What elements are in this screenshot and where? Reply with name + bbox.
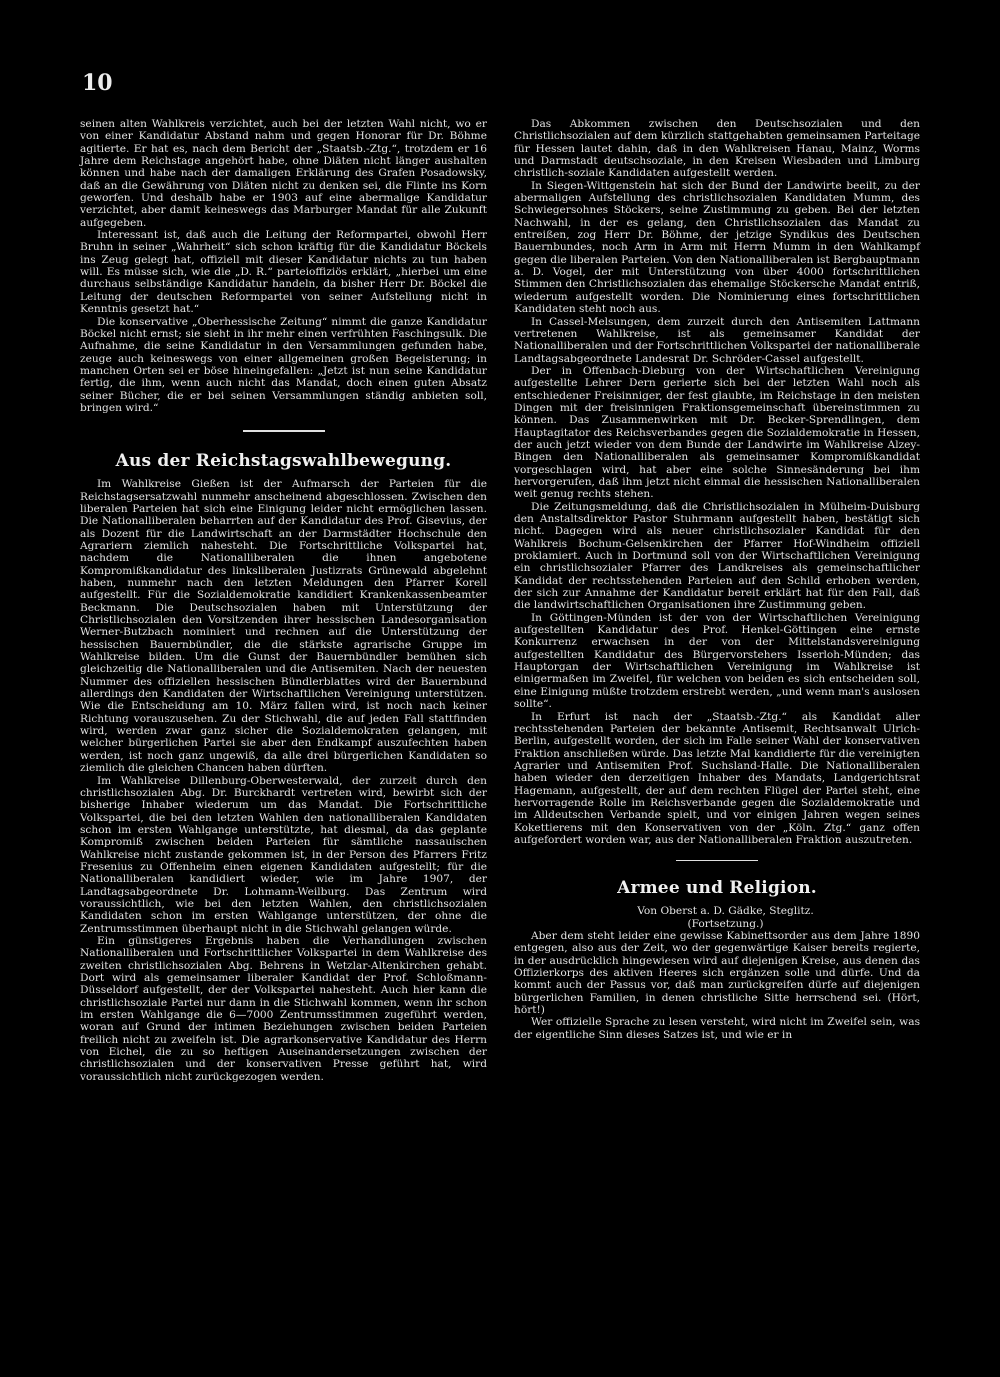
section-heading: Armee und Religion. (617, 878, 817, 899)
article-paragraph: Die konservative „Oberhessische Zeitung“ nimmt die ganze Kandidatur Böckel nicht ernst; sie sieht in ihr mehr einen verfrühten Faschingsulk. Die Aufnahme, die seine Kandidatur in den Versammlungen gefunden habe, zeuge auch keineswegs von einer allgemeinen großen Begeisterung; in manchen Orten sei er böse hineingefallen: „Jetzt ist nun seine Kandidatur fertig, die ihm, wenn auch nicht das Mandat, doch einen guten Absatz seiner Bücher, die er bei seinen Versammlungen ständig anbieten soll, bringen wird.“ (80, 315, 487, 414)
article-paragraph: seinen alten Wahlkreis verzichtet, auch bei der letzten Wahl nicht, wo er von einer Kandidatur Abstand nahm und gegen Honorar für Dr. Böhme agitierte. Er hat es, nach dem Bericht der „Staatsb.-Ztg.“, trotzdem er 16 Jahre dem Reichstage angehört habe, ohne Diäten nicht länger aushalten können und habe nach der damaligen Erklärung des Grafen Posadowsky, daß an die Gewährung von Diäten nicht zu denken sei, die Flinte ins Korn geworfen. Und deshalb habe er 1903 auf eine abermalige Kandidatur verzichtet, aber damit keineswegs das Marburger Mandat für alle Zukunft aufgegeben. (80, 118, 487, 229)
article-paragraph: Interessant ist, daß auch die Leitung der Reformpartei, obwohl Herr Bruhn in seiner „Wahrheit“ sich schon kräftig für die Kandidatur Böckels ins Zeug gelegt hat, offiziell mit dieser Kandidatur nichts zu tun haben will. Es müsse sich, wie die „D. R.“ parteioffiziös erklärt, „hierbei um eine durchaus selbständige Kandidatur handeln, da bisher Herr Dr. Böckel die Leitung der deutschen Reformpartei von seiner Aufstellung nicht in Kenntnis gesetzt hat.“ (80, 229, 487, 316)
article-paragraph: In Cassel-Melsungen, dem zurzeit durch den Antisemiten Lattmann vertretenen Wahlkreise, ist als gemeinsamer Kandidat der Nationalliberalen und der Fortschrittlichen Volkspartei der nationalliberale Landtagsabgeordnete Landesrat Dr. Schröder-Cassel aufgestellt. (514, 315, 920, 365)
article-paragraph: In Erfurt ist nach der „Staatsb.-Ztg.“ als Kandidat aller rechtsstehenden Parteien der bekannte Antisemit, Rechtsanwalt Ulrich-Berlin, aufgestellt worden, der sich im Falle seiner Wahl der konservativen Fraktion anschließen würde. Das letzte Mal kandidierte für die vereinigten Agrarier und Antisemiten Prof. Suchsland-Halle. Die Nationalliberalen haben wieder den derzeitigen Inhaber des Mandats, Landgerichtsrat Hagemann, aufgestellt, der auf dem rechten Flügel der Partei steht, eine hervorragende Rolle im Reichsverbande gegen die Sozialdemokratie und im Alldeutschen Verbande spielt, und vor einigen Jahren wegen seines Kokettierens mit den Konservativen von der „Köln. Ztg.“ ganz offen aufgefordert worden war, aus der Nationalliberalen Fraktion auszutreten. (514, 710, 920, 846)
article-byline: Von Oberst a. D. Gädke, Steglitz. (637, 905, 814, 918)
article-paragraph: Aber dem steht leider eine gewisse Kabinettsorder aus dem Jahre 1890 entgegen, also aus der Zeit, wo der gegenwärtige Kaiser bereits regierte, in der ausdrücklich hingewiesen wird auf diejenigen Kreise, aus denen das Offizierkorps des aktiven Heeres sich ergänzen solle und dürfe. Und da kommt auch der Passus vor, daß man zurückgreifen dürfe auf diejenigen bürgerlichen Familien, in denen christliche Sitte herrschend sei. (Hört, hört!) (514, 929, 920, 1017)
page-number: 10 (82, 70, 113, 96)
article-paragraph: Im Wahlkreise Gießen ist der Aufmarsch der Parteien für die Reichstagsersatzwahl nunmehr anscheinend abgeschlossen. Zwischen den liberalen Parteien hat sich eine Einigung leider nicht ermöglichen lassen. Die Nationalliberalen beharrten auf der Kandidatur des Prof. Gisevius, der als Dozent für die Landwirtschaft an der Darmstädter Hochschule den Agrariern ziemlich nahesteht. Die Fortschrittliche Volkspartei hat, nachdem die Nationalliberalen die ihnen angebotene Kompromißkandidatur des linksliberalen Justizrats Grünewald abgelehnt haben, nunmehr nach den letzten Meldungen den Pfarrer Korell aufgestellt. Für die Sozialdemokratie kandidiert Krankenkassenbeamter Beckmann. Die Deutschsozialen haben mit Unterstützung der Christlichsozialen den Vorsitzenden ihrer hessischen Landesorganisation Werner-Butzbach nominiert und rechnen auf die Unterstützung der hessischen Bauernbündler, die die stärkste agrarische Gruppe im Wahlkreise bilden. Um die Gunst der Bauernbündler bemühen sich gleichzeitig die Nationalliberalen und die Antisemiten. Nach der neuesten Nummer des offiziellen hessischen Bündlerblattes wird der Bauernbund allerdings den Kandidaten der Wirtschaftlichen Vereinigung unterstützen. Wie die Entscheidung am 10. März fallen wird, ist noch nach keiner Richtung vorauszusehen. Zu der Stichwahl, die auf jeden Fall stattfinden wird, werden zwar ganz sicher die Sozialdemokraten gelangen, mit welcher bürgerlichen Partei sie aber den Endkampf auszufechten haben werden, ist noch ganz ungewiß, da alle drei bürgerlichen Kandidaten so ziemlich die gleichen Chancen haben dürften. (80, 478, 487, 775)
left-column (80, 118, 487, 1083)
right-column (514, 118, 920, 1041)
continuation-note: (Fortsetzung.) (687, 917, 764, 930)
section-heading: Aus der Reichstagswahlbewegung. (115, 451, 452, 472)
article-paragraph: Wer offizielle Sprache zu lesen versteht, wird nicht im Zweifel sein, was der eigentliche Sinn dieses Satzes ist, und wie er in (514, 1016, 920, 1041)
section-divider (243, 430, 325, 432)
article-paragraph: In Siegen-Wittgenstein hat sich der Bund der Landwirte beeilt, zu der abermaligen Aufstellung des christlichsozialen Kandidaten Mumm, des Schwiegersohnes Stöckers, seine Zustimmung zu geben. Bei der letzten Nachwahl, in der es gelang, den Christlichsozialen das Mandat zu entreißen, zog Herr Dr. Böhme, der jetzige Syndikus des Deutschen Bauernbundes, noch Arm in Arm mit Herrn Mumm in den Wahlkampf gegen die liberalen Parteien. Von den Nationalliberalen ist Bergbauptmann a. D. Vogel, der mit Unterstützung von über 4000 fortschrittlichen Stimmen den Christlichsozialen das ehemalige Stöckersche Mandat entriß, wiederum aufgestellt worden. Die Nominierung eines fortschrittlichen Kandidaten steht noch aus. (514, 179, 920, 316)
article-paragraph: In Göttingen-Münden ist der von der Wirtschaftlichen Vereinigung aufgestellten Kandidatur des Prof. Henkel-Göttingen eine ernste Konkurrenz erwachsen in der von der Mittelstandsvereinigung aufgestellten Kandidatur des Bürgervorstehers Isserloh-Münden; das Hauptorgan der Wirtschaftlichen Vereinigung im Wahlkreise ist einigermaßen im Zweifel, für welchen von beiden es sich entscheiden soll, eine Einigung müßte trotzdem erstrebt werden, „und wenn man's auslosen sollte“. (514, 611, 920, 711)
article-paragraph: Im Wahlkreise Dillenburg-Oberwesterwald, der zurzeit durch den christlichsozialen Abg. Dr. Burckhardt vertreten wird, bewirbt sich der bisherige Inhaber wiederum um das Mandat. Die Fortschrittliche Volkspartei, die bei den letzten Wahlen den nationalliberalen Kandidaten schon im ersten Wahlgange unterstützte, hat diesmal, da das geplante Kompromiß zwischen beiden Parteien für sämtliche nassauischen Wahlkreise nicht zustande gekommen ist, in der Person des Pfarrers Fritz Fresenius zu Offenheim einen eigenen Kandidaten aufgestellt; für die Nationalliberalen kandidiert wieder, wie im Jahre 1907, der Landtagsabgeordnete Dr. Lohmann-Weilburg. Das Zentrum wird voraussichtlich, wie bei den letzten Wahlen, den christlichsozialen Kandidaten schon im ersten Wahlgange unterstützen, der ohne die Zentrumsstimmen überhaupt nicht in die Stichwahl gelangen würde. (80, 774, 487, 935)
article-paragraph: Der in Offenbach-Dieburg von der Wirtschaftlichen Vereinigung aufgestellte Lehrer Dern gerierte sich bei der letzten Wahl noch als entschiedener Freisinniger, der fest glaubte, im Reichstage in den meisten Dingen mit der freisinnigen Fraktionsgemeinschaft übereinstimmen zu können. Das Zusammenwirken mit Dr. Becker-Sprendlingen, dem Hauptagitator des Reichsverbandes gegen die Sozialdemokratie in Hessen, der auch jetzt wieder von dem Bunde der Landwirte im Wahlkreise Alzey-Bingen den Nationalliberalen als gemeinsamer Kompromißkandidat vorgeschlagen wird, hat aber eine solche Sinnesänderung bei ihm hervorgerufen, daß ihm jetzt nicht einmal die hessischen Nationalliberalen weit genug rechts stehen. (514, 364, 920, 501)
article-paragraph: Die Zeitungsmeldung, daß die Christlichsozialen in Mülheim-Duisburg den Anstaltsdirektor Pastor Stuhrmann aufgestellt haben, bestätigt sich nicht. Dagegen wird als neuer christlichsozialer Kandidat für den Wahlkreis Bochum-Gelsenkirchen der Pfarrer Hof-Windheim offiziell proklamiert. Auch in Dortmund soll von der Wirtschaftlichen Vereinigung ein christlichsozialer Pfarrer des Landkreises als gemeinschaftlicher Kandidat der rechtsstehenden Parteien auf den Schild erhoben werden, der sich zur Annahme der Kandidatur bereit erklärt hat für den Fall, daß die landwirtschaftlichen Organisationen ihre Zustimmung geben. (514, 500, 920, 612)
article-paragraph: Ein günstigeres Ergebnis haben die Verhandlungen zwischen Nationalliberalen und Fortschrittlicher Volkspartei in dem Wahlkreise des zweiten christlichsozialen Abg. Behrens in Wetzlar-Altenkirchen gehabt. Dort wird als gemeinsamer liberaler Kandidat der Prof. Schloßmann-Düsseldorf aufgestellt, der der Volkspartei nahesteht. Auch hier kann die christlichsoziale Partei nur dann in die Stichwahl kommen, wenn ihr schon im ersten Wahlgange die 6—7000 Zentrumsstimmen zugeführt werden, woran auf Grund der intimen Beziehungen zwischen beiden Parteien freilich nicht zu zweifeln ist. Die agrarkonservative Kandidatur des Herrn von Eichel, die zu so heftigen Auseinandersetzungen zwischen der christlichsozialen und der konservativen Presse geführt hat, wird voraussichtlich nicht zurückgezogen werden. (80, 934, 487, 1083)
section-divider (676, 860, 758, 861)
article-paragraph: Das Abkommen zwischen den Deutschsozialen und den Christlichsozialen auf dem kürzlich stattgehabten gemeinsamen Parteitage für Hessen lautet dahin, daß in den Wahlkreisen Hanau, Mainz, Worms und Darmstadt deutschsoziale, in den Kreisen Wiesbaden und Limburg christlich-soziale Kandidaten aufgestellt werden. (514, 118, 920, 180)
